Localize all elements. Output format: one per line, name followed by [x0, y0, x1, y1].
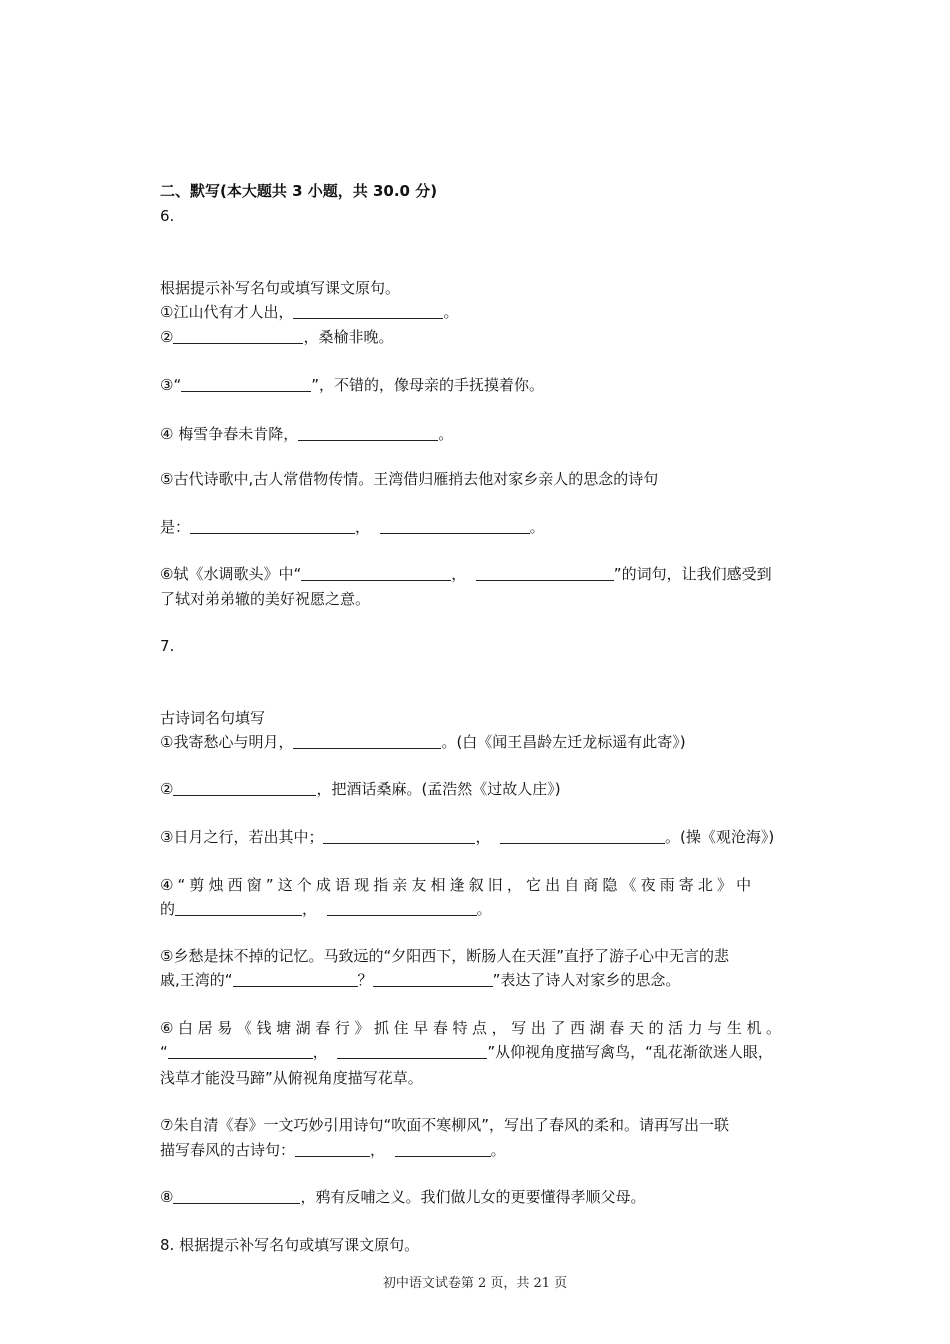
item-text: ② [160, 328, 174, 346]
question-instruction: 古诗词名句填写 [160, 709, 266, 727]
item-text: ”从仰视角度描写禽鸟，“乱花渐欲迷人眼， [487, 1043, 773, 1061]
answer-blank[interactable] [168, 1044, 313, 1059]
q7-item-6-prompt: ⑥白居易《钱塘湖春行》抓住早春特点，写出了西湖春天的活力与生机。 [160, 1019, 786, 1037]
q6-item-6-continuation: 了轼对弟弟辙的美好祝愿之意。 [160, 590, 371, 608]
answer-blank[interactable] [395, 1142, 491, 1157]
item-text: ⑧ [160, 1188, 174, 1206]
item-text: ， [355, 518, 371, 536]
item-text: ③日月之行，若出其中； [160, 828, 324, 846]
answer-blank[interactable] [173, 329, 303, 344]
answer-blank[interactable] [380, 519, 530, 534]
item-text: 。(操《观沧海》) [665, 828, 775, 846]
answer-blank[interactable] [293, 304, 443, 319]
q6-item-3 [160, 375, 544, 395]
answer-blank[interactable] [337, 1044, 487, 1059]
q6-item-4 [160, 424, 453, 444]
item-text: ，鸦有反哺之义。我们做儿女的更要懂得孝顺父母。 [300, 1188, 646, 1206]
item-text: 。(白《闻王昌龄左迁龙标遥有此寄》) [441, 733, 686, 751]
answer-blank[interactable] [500, 829, 665, 844]
question-8-prompt: 8. 根据提示补写名句或填写课文原句。 [160, 1236, 420, 1254]
q7-item-5-prompt: ⑤乡愁是抹不掉的记忆。马致远的“夕阳西下，断肠人在天涯”直抒了游子心中无言的悲 [160, 947, 729, 965]
item-text: ，桑榆非晚。 [303, 328, 394, 346]
item-text: ， [451, 565, 467, 583]
section-heading: 二、默写(本大题共 3 小题，共 30.0 分) [160, 182, 438, 200]
answer-blank[interactable] [173, 781, 316, 796]
answer-blank[interactable] [295, 1142, 370, 1157]
answer-blank[interactable] [173, 1189, 300, 1204]
question-instruction: 根据提示补写名句或填写课文原句。 [160, 279, 401, 297]
item-text: ，把酒话桑麻。(孟浩然《过故人庄》) [316, 780, 561, 798]
item-text: ”，不错的，像母亲的手抚摸着你。 [311, 376, 544, 394]
item-text: ①我寄愁心与明月， [160, 733, 294, 751]
item-text: ， [370, 1141, 386, 1159]
item-text: 戚,王湾的“ [160, 971, 233, 989]
q7-item-5 [160, 970, 680, 990]
q6-item-6 [160, 564, 772, 584]
item-text: 是： [160, 518, 191, 536]
q7-item-7-prompt: ⑦朱自清《春》一文巧妙引用诗句“吹面不寒柳风”，写出了春风的柔和。请再写出一联 [160, 1116, 729, 1134]
answer-blank[interactable] [233, 972, 358, 987]
q7-item-6-continuation: 浅草才能没马蹄”从俯视角度描写花草。 [160, 1069, 423, 1087]
item-text: ⑥轼《水调歌头》中“ [160, 565, 302, 583]
question-number: 7. [160, 637, 175, 655]
q7-item-1 [160, 732, 686, 752]
item-text: ”表达了诗人对家乡的思念。 [492, 971, 681, 989]
item-text: ③“ [160, 376, 182, 394]
answer-blank[interactable] [323, 829, 475, 844]
item-text: 的 [160, 900, 176, 918]
answer-blank[interactable] [181, 377, 311, 392]
question-number: 6. [160, 207, 175, 225]
answer-blank[interactable] [327, 901, 477, 916]
answer-blank[interactable] [175, 901, 302, 916]
item-text: 。 [529, 518, 545, 536]
answer-blank[interactable] [476, 566, 614, 581]
item-text: ④ 梅雪争春未肯降， [160, 425, 299, 443]
q6-item-5-prompt: ⑤古代诗歌中,古人常借物传情。王湾借归雁捎去他对家乡亲人的思念的诗句 [160, 470, 659, 488]
q7-item-4-prompt: ④“剪烛西窗”这个成语现指亲友相逢叙旧，它出自商隐《夜雨寄北》中 [160, 876, 756, 894]
item-text: 。 [443, 303, 459, 321]
answer-blank[interactable] [190, 519, 355, 534]
item-text: 。 [490, 1141, 506, 1159]
item-text: 描写春风的古诗句： [160, 1141, 296, 1159]
answer-blank[interactable] [293, 734, 441, 749]
q6-item-2 [160, 327, 393, 347]
item-text: “ [160, 1043, 168, 1061]
q7-item-6 [160, 1042, 773, 1062]
answer-blank[interactable] [301, 566, 451, 581]
item-text: ， [475, 828, 491, 846]
answer-blank[interactable] [298, 426, 438, 441]
item-text: ？ [357, 971, 373, 989]
page-footer: 初中语文试卷第 2 页，共 21 页 [382, 1276, 568, 1291]
q7-item-8 [160, 1187, 645, 1207]
q7-item-4 [160, 899, 492, 919]
item-text: ， [312, 1043, 328, 1061]
q7-item-3 [160, 827, 774, 847]
item-text: ， [302, 900, 318, 918]
item-text: ①江山代有才人出， [160, 303, 294, 321]
answer-blank[interactable] [373, 972, 493, 987]
q7-item-7 [160, 1140, 506, 1160]
q6-item-5 [160, 517, 545, 537]
item-text: ② [160, 780, 174, 798]
item-text: 。 [476, 900, 492, 918]
q6-item-1 [160, 302, 458, 322]
item-text: 。 [438, 425, 454, 443]
item-text: ”的词句，让我们感受到 [613, 565, 772, 583]
q7-item-2 [160, 779, 561, 799]
